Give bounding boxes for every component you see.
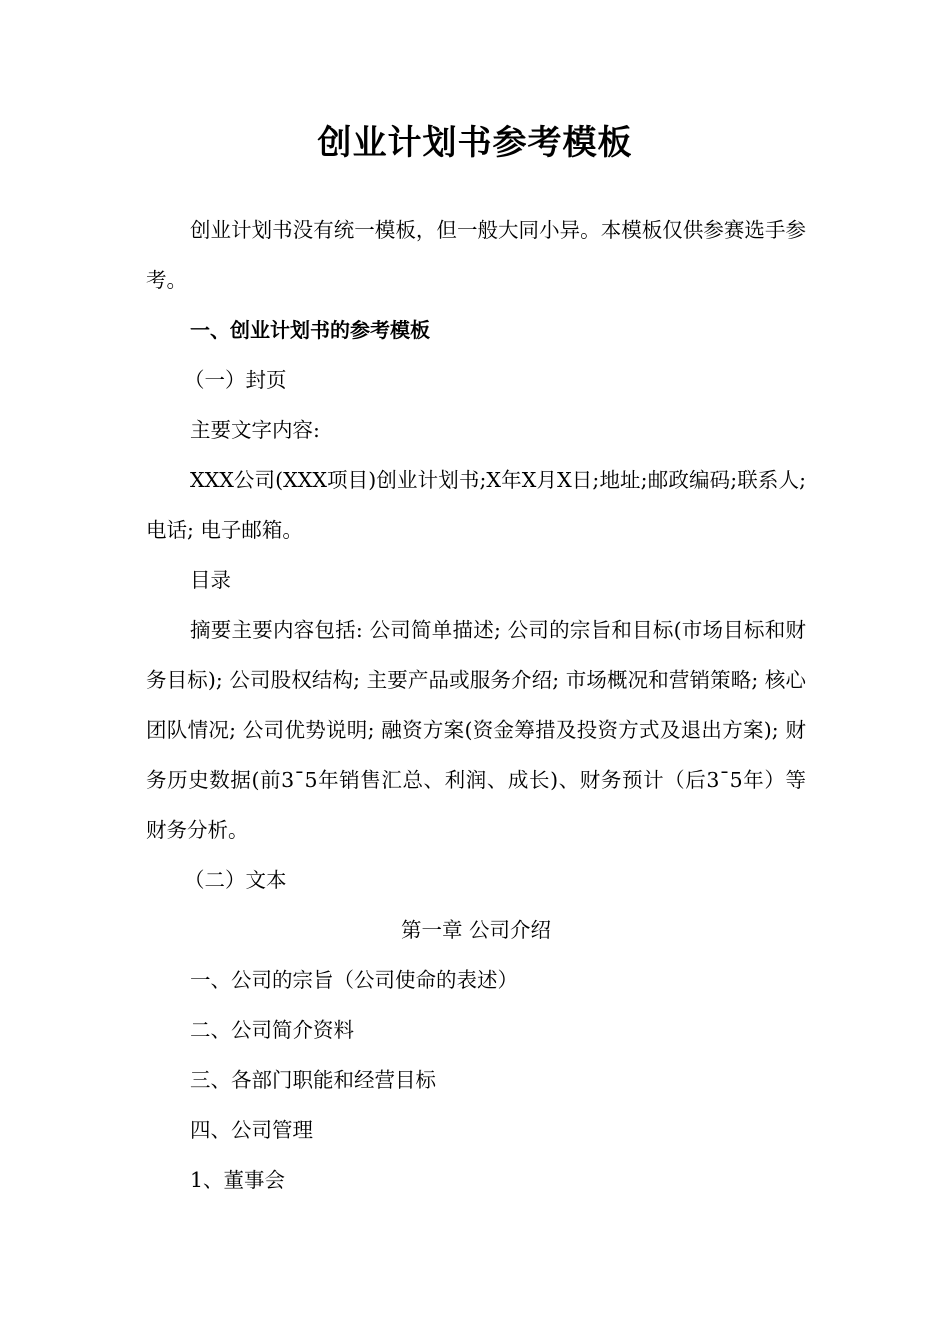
toc-label: 目录 — [190, 568, 231, 592]
list-item: 1、董事会 — [190, 1168, 286, 1192]
intro-paragraph: 创业计划书没有统一模板，但一般大同小异。本模板仅供参赛选手参考。 — [146, 218, 806, 292]
list-item: 二、公司简介资料 — [190, 1018, 354, 1042]
cover-content: XXX公司(XXX项目)创业计划书;X年X月X日;地址;邮政编码;联系人; 电话; 电子邮箱。 — [146, 468, 806, 542]
summary-paragraph: 摘要主要内容包括: 公司简单描述; 公司的宗旨和目标(市场目标和财务目标); 公司股权结构; 主要产品或服务介绍; 市场概况和营销策略; 核心团队情况; 公司优势说明; 融资方案(资金筹措及投资方式及退出方案); 财务历史数据(前3¯5年销售汇总、利润、成长)、财务预计（后3¯5年）等财务分析。 — [146, 618, 806, 842]
chapter-title: 第一章 公司介绍 — [400, 918, 552, 942]
document-title: 创业计划书参考模板 — [317, 123, 633, 163]
document-body — [146, 205, 806, 1205]
cover-heading: （一）封页 — [184, 368, 287, 392]
section-heading: 一、创业计划书的参考模板 — [190, 318, 430, 342]
list-item: 四、公司管理 — [190, 1118, 313, 1142]
cover-label: 主要文字内容: — [190, 418, 320, 442]
list-item: 一、公司的宗旨（公司使命的表述） — [190, 968, 518, 992]
list-item: 三、各部门职能和经营目标 — [190, 1068, 436, 1092]
text-heading: （二）文本 — [184, 868, 287, 892]
